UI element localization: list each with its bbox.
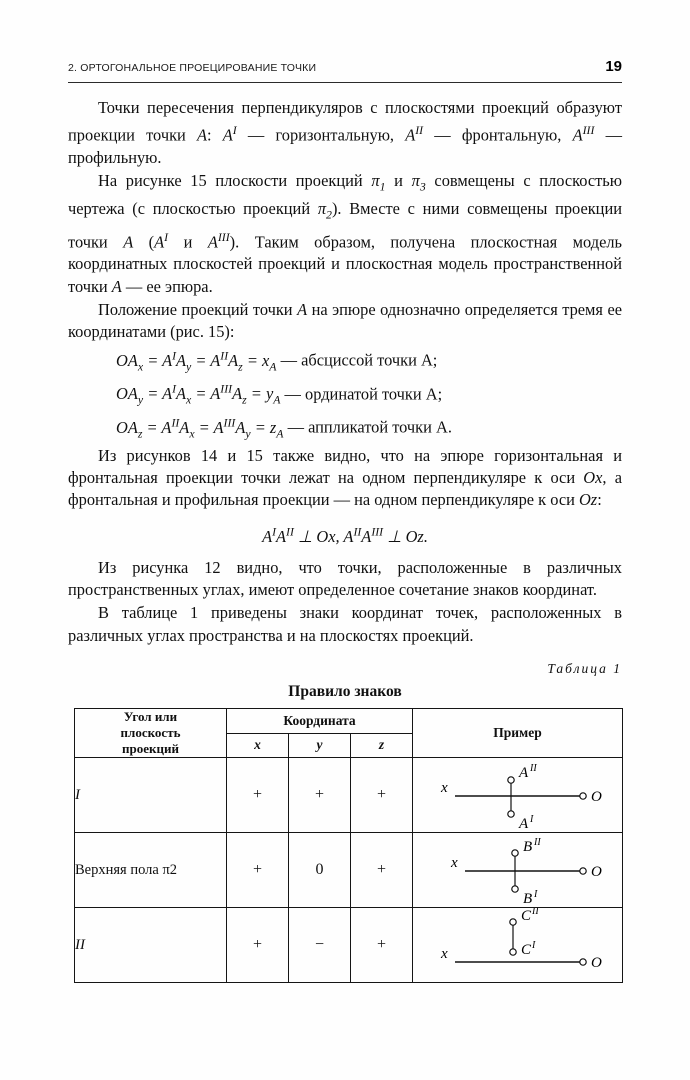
row-example — [413, 908, 623, 983]
paragraph-4 — [68, 445, 622, 512]
p1-sup2: II — [415, 123, 424, 138]
p1-t2: — фронтальную, — [423, 125, 573, 145]
row-y-sign: 0 — [289, 833, 351, 908]
p2-t4: ). Вместе с ними совмещены проекции точки — [68, 198, 622, 251]
row-example — [413, 833, 623, 908]
header-rule — [68, 82, 622, 83]
p1-sup3: III — [582, 123, 595, 138]
header-angle-line2: плоскость — [120, 725, 181, 741]
p2-pi2: π — [317, 198, 327, 218]
table-header-row-1 — [75, 709, 623, 734]
svg-text:C: C — [520, 908, 531, 925]
row-x-sign: + — [227, 758, 289, 833]
p2-sup2: III — [217, 229, 230, 244]
svg-text:A: A — [518, 765, 528, 782]
p2-t2: и — [385, 171, 412, 191]
p4-oz: Oz — [578, 490, 598, 510]
p4-t3: : — [597, 490, 602, 510]
chapter-title: 2. ОРТОГОНАЛЬНОЕ ПРОЕЦИРОВАНИЕ ТОЧКИ — [68, 62, 317, 74]
page-content — [68, 58, 622, 983]
row-x-sign: + — [227, 908, 289, 983]
header-angle-line1: Угол или — [123, 709, 178, 725]
running-head — [68, 58, 622, 82]
p2-pi1sub: 1 — [379, 179, 386, 194]
page-number: 19 — [605, 58, 622, 75]
p3-t2: на эпюре однозначно определяется тремя ее координатами (рис. 15): — [68, 299, 623, 342]
p1-lead: Точки пересечения перпендикуляров с плоскостями проекций образуют проекции точки — [68, 98, 622, 145]
row-z-sign: + — [351, 908, 413, 983]
p2-t1: На рисунке 15 плоскости проекций — [98, 171, 372, 191]
p3-a: A — [297, 299, 308, 319]
paragraph-6: В таблице 1 приведены знаки координат точек, расположенных в различных углах пространства и на плоскостях проекций. — [68, 603, 622, 645]
row-angle-label: I — [75, 758, 227, 833]
p4-t2: , а фронтальная и профильная проекции — на одном перпендикуляре к оси — [68, 467, 622, 510]
p2-t3: совмещены с плоскостью чертежа (с плоскостью проекций — [68, 171, 623, 218]
p2-pi2sub: 2 — [326, 207, 332, 222]
p2-a: A — [123, 231, 134, 251]
paragraph-1 — [68, 97, 622, 169]
svg-text:O: O — [590, 789, 602, 806]
example-diagram-c — [413, 908, 622, 982]
svg-text:C: C — [520, 942, 531, 959]
p1-t3: — профильную. — [68, 125, 622, 168]
formula-z-tail: — аппликатой точки A. — [283, 417, 452, 437]
p3-t1: Положение проекций точки — [98, 299, 298, 319]
table-row — [75, 758, 623, 833]
row-example — [413, 758, 623, 833]
p1-t1: — горизонтальную, — [236, 125, 406, 145]
svg-text:A: A — [518, 816, 528, 833]
header-y: y — [289, 733, 351, 758]
formula-z-expr: $OA_z = A^{II}A_x = A^{III}A_y = z_A$ — [116, 415, 284, 440]
row-angle-text: Верхняя пола π2 — [75, 861, 178, 878]
formula-x — [68, 344, 622, 377]
header-z: z — [351, 733, 413, 758]
p2-pi1: π — [371, 171, 380, 191]
formula-x-expr: $OA_x = A^IA_y = A^{II}A_z = x_A$ — [116, 348, 277, 374]
svg-text:x: x — [450, 855, 458, 872]
svg-text:O: O — [590, 864, 602, 881]
svg-text:I: I — [531, 940, 535, 952]
svg-text:B: B — [522, 839, 532, 856]
svg-text:II: II — [531, 908, 539, 918]
p1-a: A — [196, 125, 207, 145]
p2-t8: — ее эпюра. — [121, 276, 213, 296]
p2-a1: A — [154, 231, 165, 251]
formula-y-expr: $OA_y = A^IA_x = A^{III}A_z = y_A$ — [116, 381, 281, 407]
svg-text:B: B — [522, 891, 532, 908]
p1-a3: A — [572, 125, 583, 145]
p1-a1: A — [222, 125, 233, 145]
p1-sup1: I — [232, 123, 237, 138]
header-coordinate: Координата — [227, 709, 413, 734]
formula-x-tail: — абсциссой точки A; — [276, 350, 438, 370]
paragraph-2 — [68, 170, 622, 298]
header-x: x — [227, 733, 289, 758]
p2-a2: A — [207, 231, 218, 251]
p1-a2: A — [405, 125, 416, 145]
svg-text:I: I — [529, 814, 533, 826]
p2-pi3: π — [411, 171, 420, 191]
diagram-point-a — [423, 758, 613, 832]
svg-text:O: O — [590, 955, 602, 972]
p1-colon: : — [207, 125, 223, 145]
example-diagram-b — [413, 833, 622, 907]
diagram-point-c — [423, 908, 613, 982]
table-row — [75, 833, 623, 908]
p4-t1: Из рисунков 14 и 15 также видно, что на эпюре горизонтальная и фронтальная проекции точки лежат на одном перпендикуляре к оси — [68, 445, 622, 487]
p4-ox: Ox — [583, 467, 603, 487]
table-title: Правило знаков — [288, 683, 402, 701]
paragraph-5: Из рисунка 12 видно, что точки, расположенные в различных пространственных углах, имеют определенное сочетание знаков координат. — [68, 557, 622, 600]
paragraph-3 — [68, 299, 622, 344]
header-example: Пример — [413, 709, 623, 758]
header-angle-line3: проекций — [122, 741, 179, 757]
row-angle-label — [75, 833, 227, 908]
svg-text:I: I — [533, 889, 537, 901]
diagram-point-b — [423, 833, 613, 907]
row-angle-label: II — [75, 908, 227, 983]
svg-text:II: II — [529, 763, 537, 775]
p2-t6: и — [168, 231, 208, 251]
svg-text:x: x — [440, 780, 448, 797]
row-y-sign: − — [289, 908, 351, 983]
formula-z — [68, 411, 622, 444]
p2-pi3sub: 3 — [419, 179, 426, 194]
p2-sup1: I — [164, 229, 169, 244]
row-z-sign: + — [351, 833, 413, 908]
table-label: Таблица 1 — [547, 661, 622, 677]
example-diagram-a — [413, 758, 622, 832]
p2-t7: ). Таким образом, получена плоскостная модель координатных плоскостей проекций и плоскостная модель пространственной точки — [68, 231, 623, 296]
row-z-sign: + — [351, 758, 413, 833]
row-y-sign: + — [289, 758, 351, 833]
svg-text:II: II — [533, 837, 541, 849]
table-row — [75, 908, 623, 983]
formula-perpendicular: $A^IA^{II}$ ⊥ Ox, $A^{II}A^{III}$ ⊥ Oz. — [262, 524, 428, 546]
header-angle-or-plane — [75, 709, 227, 758]
signs-table — [74, 708, 623, 983]
row-x-sign: + — [227, 833, 289, 908]
svg-text:x: x — [440, 946, 448, 963]
formula-y — [68, 378, 622, 411]
p2-t5: ( — [133, 231, 155, 251]
p2-a3: A — [111, 276, 122, 296]
formula-y-tail: — ординатой точки A; — [280, 384, 443, 404]
